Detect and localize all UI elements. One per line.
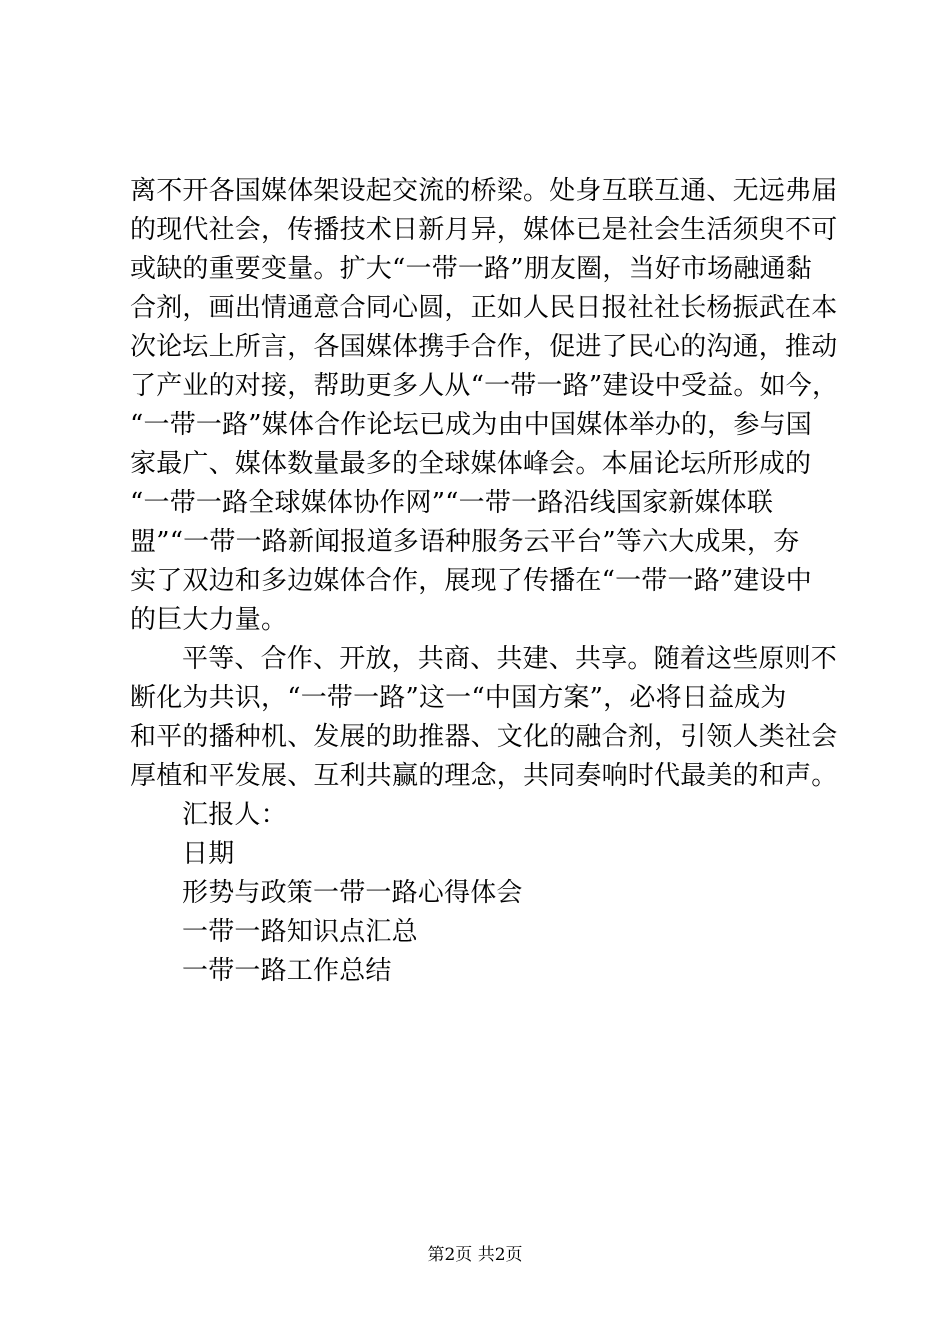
page-indicator: 第2页 共2页 <box>427 1245 523 1265</box>
paragraph-2 <box>130 640 838 796</box>
paragraph-line: 次论坛上所言，各国媒体携手合作，促进了民心的沟通，推动 <box>130 332 838 362</box>
related-title: 形势与政策一带一路心得体会 <box>182 878 523 908</box>
paragraph-line: 的巨大力量。 <box>130 605 288 635</box>
paragraph-line: 家最广、媒体数量最多的全球媒体峰会。本届论坛所形成的 <box>130 449 812 479</box>
paragraph-line: 了产业的对接，帮助更多人从“一带一路”建设中受益。如今， <box>130 371 839 401</box>
reporter-label: 汇报人： <box>182 800 287 830</box>
paragraph-line: 断化为共识，“一带一路”这一“中国方案”，必将日益成为 <box>130 683 787 713</box>
document-body <box>130 172 839 991</box>
date-label: 日期 <box>182 839 235 869</box>
paragraph-line: 的现代社会，传播技术日新月异，媒体已是社会生活须臾不可 <box>130 215 838 245</box>
page-footer <box>0 1244 950 1266</box>
paragraph-line: 和平的播种机、发展的助推器、文化的融合剂，引领人类社会 <box>130 722 838 752</box>
paragraph-line: “一带一路全球媒体协作网”“一带一路沿线国家新媒体联 <box>130 488 774 518</box>
paragraph-line: 离不开各国媒体架设起交流的桥梁。处身互联互通、无远弗届 <box>130 176 838 206</box>
paragraph-line: 或缺的重要变量。扩大“一带一路”朋友圈，当好市场融通黏 <box>130 254 812 284</box>
paragraph-line: 合剂，画出情通意合同心圆，正如人民日报社社长杨振武在本 <box>130 293 838 323</box>
related-titles-list <box>130 874 830 991</box>
paragraph-line: 盟”“一带一路新闻报道多语种服务云平台”等六大成果，夯 <box>130 527 800 557</box>
paragraph-line: “一带一路”媒体合作论坛已成为由中国媒体举办的，参与国 <box>130 410 812 440</box>
paragraph-line: 平等、合作、开放，共商、共建、共享。随着这些原则不 <box>182 644 838 674</box>
paragraph-1 <box>130 172 839 640</box>
paragraph-line: 实了双边和多边媒体合作，展现了传播在“一带一路”建设中 <box>130 566 812 596</box>
related-title: 一带一路知识点汇总 <box>182 917 418 947</box>
paragraph-line: 厚植和平发展、互利共赢的理念，共同奏响时代最美的和声。 <box>130 761 838 791</box>
related-title: 一带一路工作总结 <box>182 956 392 986</box>
